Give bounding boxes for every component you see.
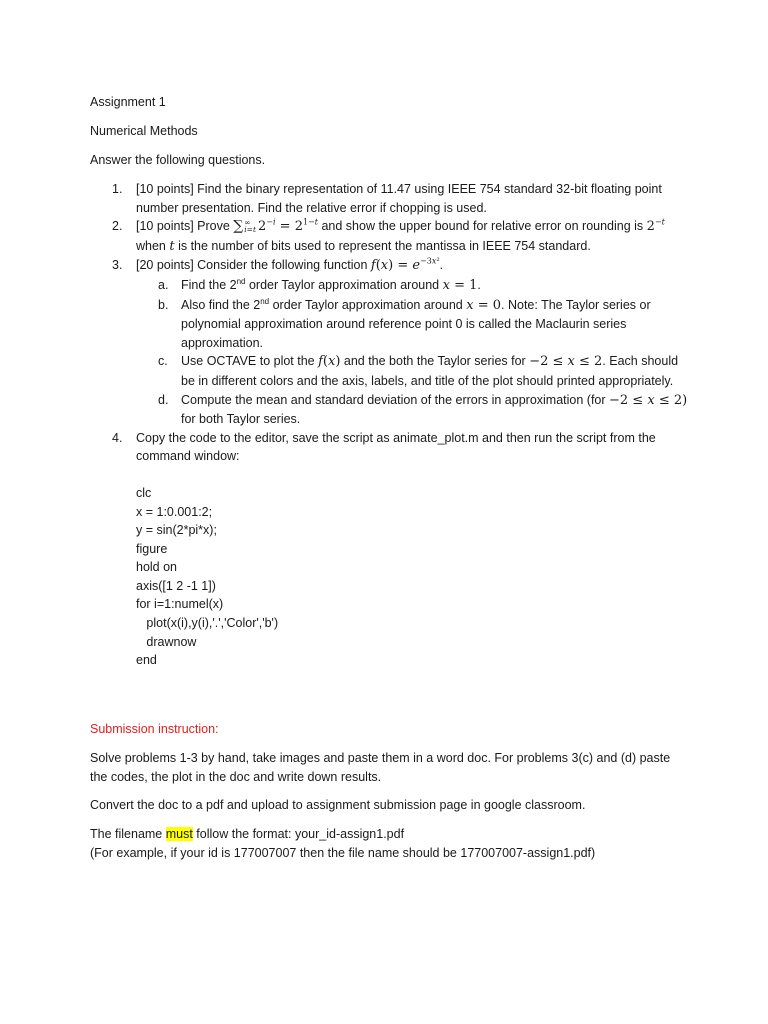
question-text: when: [136, 238, 170, 253]
subquestion-text: . Note: The Taylor series or polynomial approximation around reference point 0 is called the Maclaurin series approximation.: [181, 297, 651, 350]
subquestion-text: for both Taylor series.: [181, 412, 301, 427]
subquestion-letter: a.: [158, 277, 169, 292]
question-2: [90, 217, 690, 256]
course-subtitle: Numerical Methods: [90, 124, 198, 138]
assignment-title: Assignment 1: [90, 95, 166, 109]
question-3: 3. [20 points] Consider the following function $f(x) = e^{-3x^2}$. a. Find the 2nd order Taylor approximation around x = 1. b. Also find the 2nd order Taylor approximation around x = 0. Note: The Taylor series or polynomial approximation around reference point 0 is called the Maclaurin series approximation. c. Use OCTAVE to plot the f(x) and the both the Taylor series for −2 ≤ x ≤ 2. Each should be in different colors and the axis, labels, and title of the plot should printed appropriately. d. Compute the mean and standard deviation of the errors in approximation (for −2 ≤ x ≤ 2) for both Taylor series.: [90, 256, 690, 428]
filename-text: follow the format: your_id-assign1.pdf: [192, 827, 405, 841]
subquestion-text: Also find the 2: [181, 297, 261, 312]
submission-paragraph: Solve problems 1-3 by hand, take images and paste them in a word doc. For problems 3(c) and (d) paste the codes, the plot in the doc and write down results.: [90, 751, 671, 784]
highlighted-must: must: [165, 827, 193, 841]
subquestion-text: and the both the Taylor series for: [340, 354, 530, 369]
range-formula: −2 ≤ x ≤ 2: [529, 354, 603, 370]
expansion-point: x = 1: [442, 277, 478, 293]
code-block: [136, 484, 690, 670]
instruction-line: Answer the following questions.: [90, 153, 266, 167]
code-line: y = sin(2*pi*x);: [136, 523, 217, 538]
code-line: for i=1:numel(x): [136, 597, 224, 612]
question-text: [10 points] Find the binary representation of 11.47 using IEEE 754 standard 32-bit floating point number presentation. Find the relative error if chopping is used.: [136, 182, 662, 215]
subquestion-letter: d.: [158, 392, 169, 407]
expansion-point: x = 0: [466, 297, 502, 313]
filename-text: The filename: [90, 827, 166, 841]
subquestion-text: Find the 2: [181, 277, 237, 292]
subquestion-letter: b.: [158, 297, 169, 312]
bound-formula: $2^{-t}$: [646, 217, 665, 235]
code-line: figure: [136, 541, 168, 556]
question-text: and show the upper bound for relative error on rounding is: [317, 219, 647, 234]
filename-paragraph: [90, 825, 688, 862]
question-number: 3.: [112, 258, 123, 273]
question-4: [90, 429, 690, 670]
question-list: [90, 180, 690, 670]
code-line: drawnow: [136, 634, 197, 649]
subquestion-c: [136, 352, 690, 390]
subquestion-list: [136, 276, 690, 429]
function-formula: $f(x) = e^{-3x^2}$: [370, 257, 440, 274]
code-line: plot(x(i),y(i),'.','Color','b'): [136, 616, 279, 631]
var-t: t: [169, 238, 175, 254]
filename-example: (For example, if your id is 177007007 then the file name should be 177007007-assign1.pdf): [90, 845, 596, 860]
subquestion-d: [136, 391, 690, 429]
submission-paragraph: Convert the doc to a pdf and upload to assignment submission page in google classroom.: [90, 798, 586, 812]
question-text: [20 points] Consider the following function: [136, 258, 371, 273]
question-number: 4.: [112, 430, 123, 445]
ordinal-sup: nd: [260, 296, 270, 306]
question-text: [10 points] Prove: [136, 219, 234, 234]
code-line: clc: [136, 485, 152, 500]
question-number: 2.: [112, 219, 123, 234]
sum-formula: ∑ ∞ i=t $2^{-i} = 2^{1-t}$: [233, 217, 318, 235]
submission-heading: Submission instruction:: [90, 722, 219, 736]
subquestion-text: order Taylor approximation around: [269, 297, 467, 312]
subquestion-text: . Each should be in different colors and the axis, labels, and title of the plot should printed appropriately.: [181, 354, 679, 388]
subquestion-text: Use OCTAVE to plot the: [181, 354, 319, 369]
subquestion-b: [136, 296, 690, 353]
subquestion-text: Compute the mean and standard deviation of the errors in approximation (for: [181, 392, 610, 407]
range-formula: −2 ≤ x ≤ 2): [609, 392, 688, 408]
code-line: hold on: [136, 560, 178, 575]
question-text: is the number of bits used to represent the mantissa in IEEE 754 standard.: [174, 238, 591, 253]
subquestion-text: order Taylor approximation around: [245, 277, 443, 292]
question-number: 1.: [112, 182, 123, 196]
question-1: [90, 180, 690, 217]
subquestion-a: a. Find the 2nd order Taylor approximation around x = 1.: [158, 276, 481, 293]
fx-symbol: f(x): [318, 354, 341, 370]
code-line: axis([1 2 -1 1]): [136, 578, 216, 593]
code-line: x = 1:0.001:2;: [136, 504, 213, 519]
ordinal-sup: nd: [236, 276, 246, 286]
subquestion-letter: c.: [158, 354, 168, 369]
code-line: end: [136, 653, 157, 668]
question-text: Copy the code to the editor, save the script as animate_plot.m and then run the script from the command window:: [136, 430, 656, 464]
